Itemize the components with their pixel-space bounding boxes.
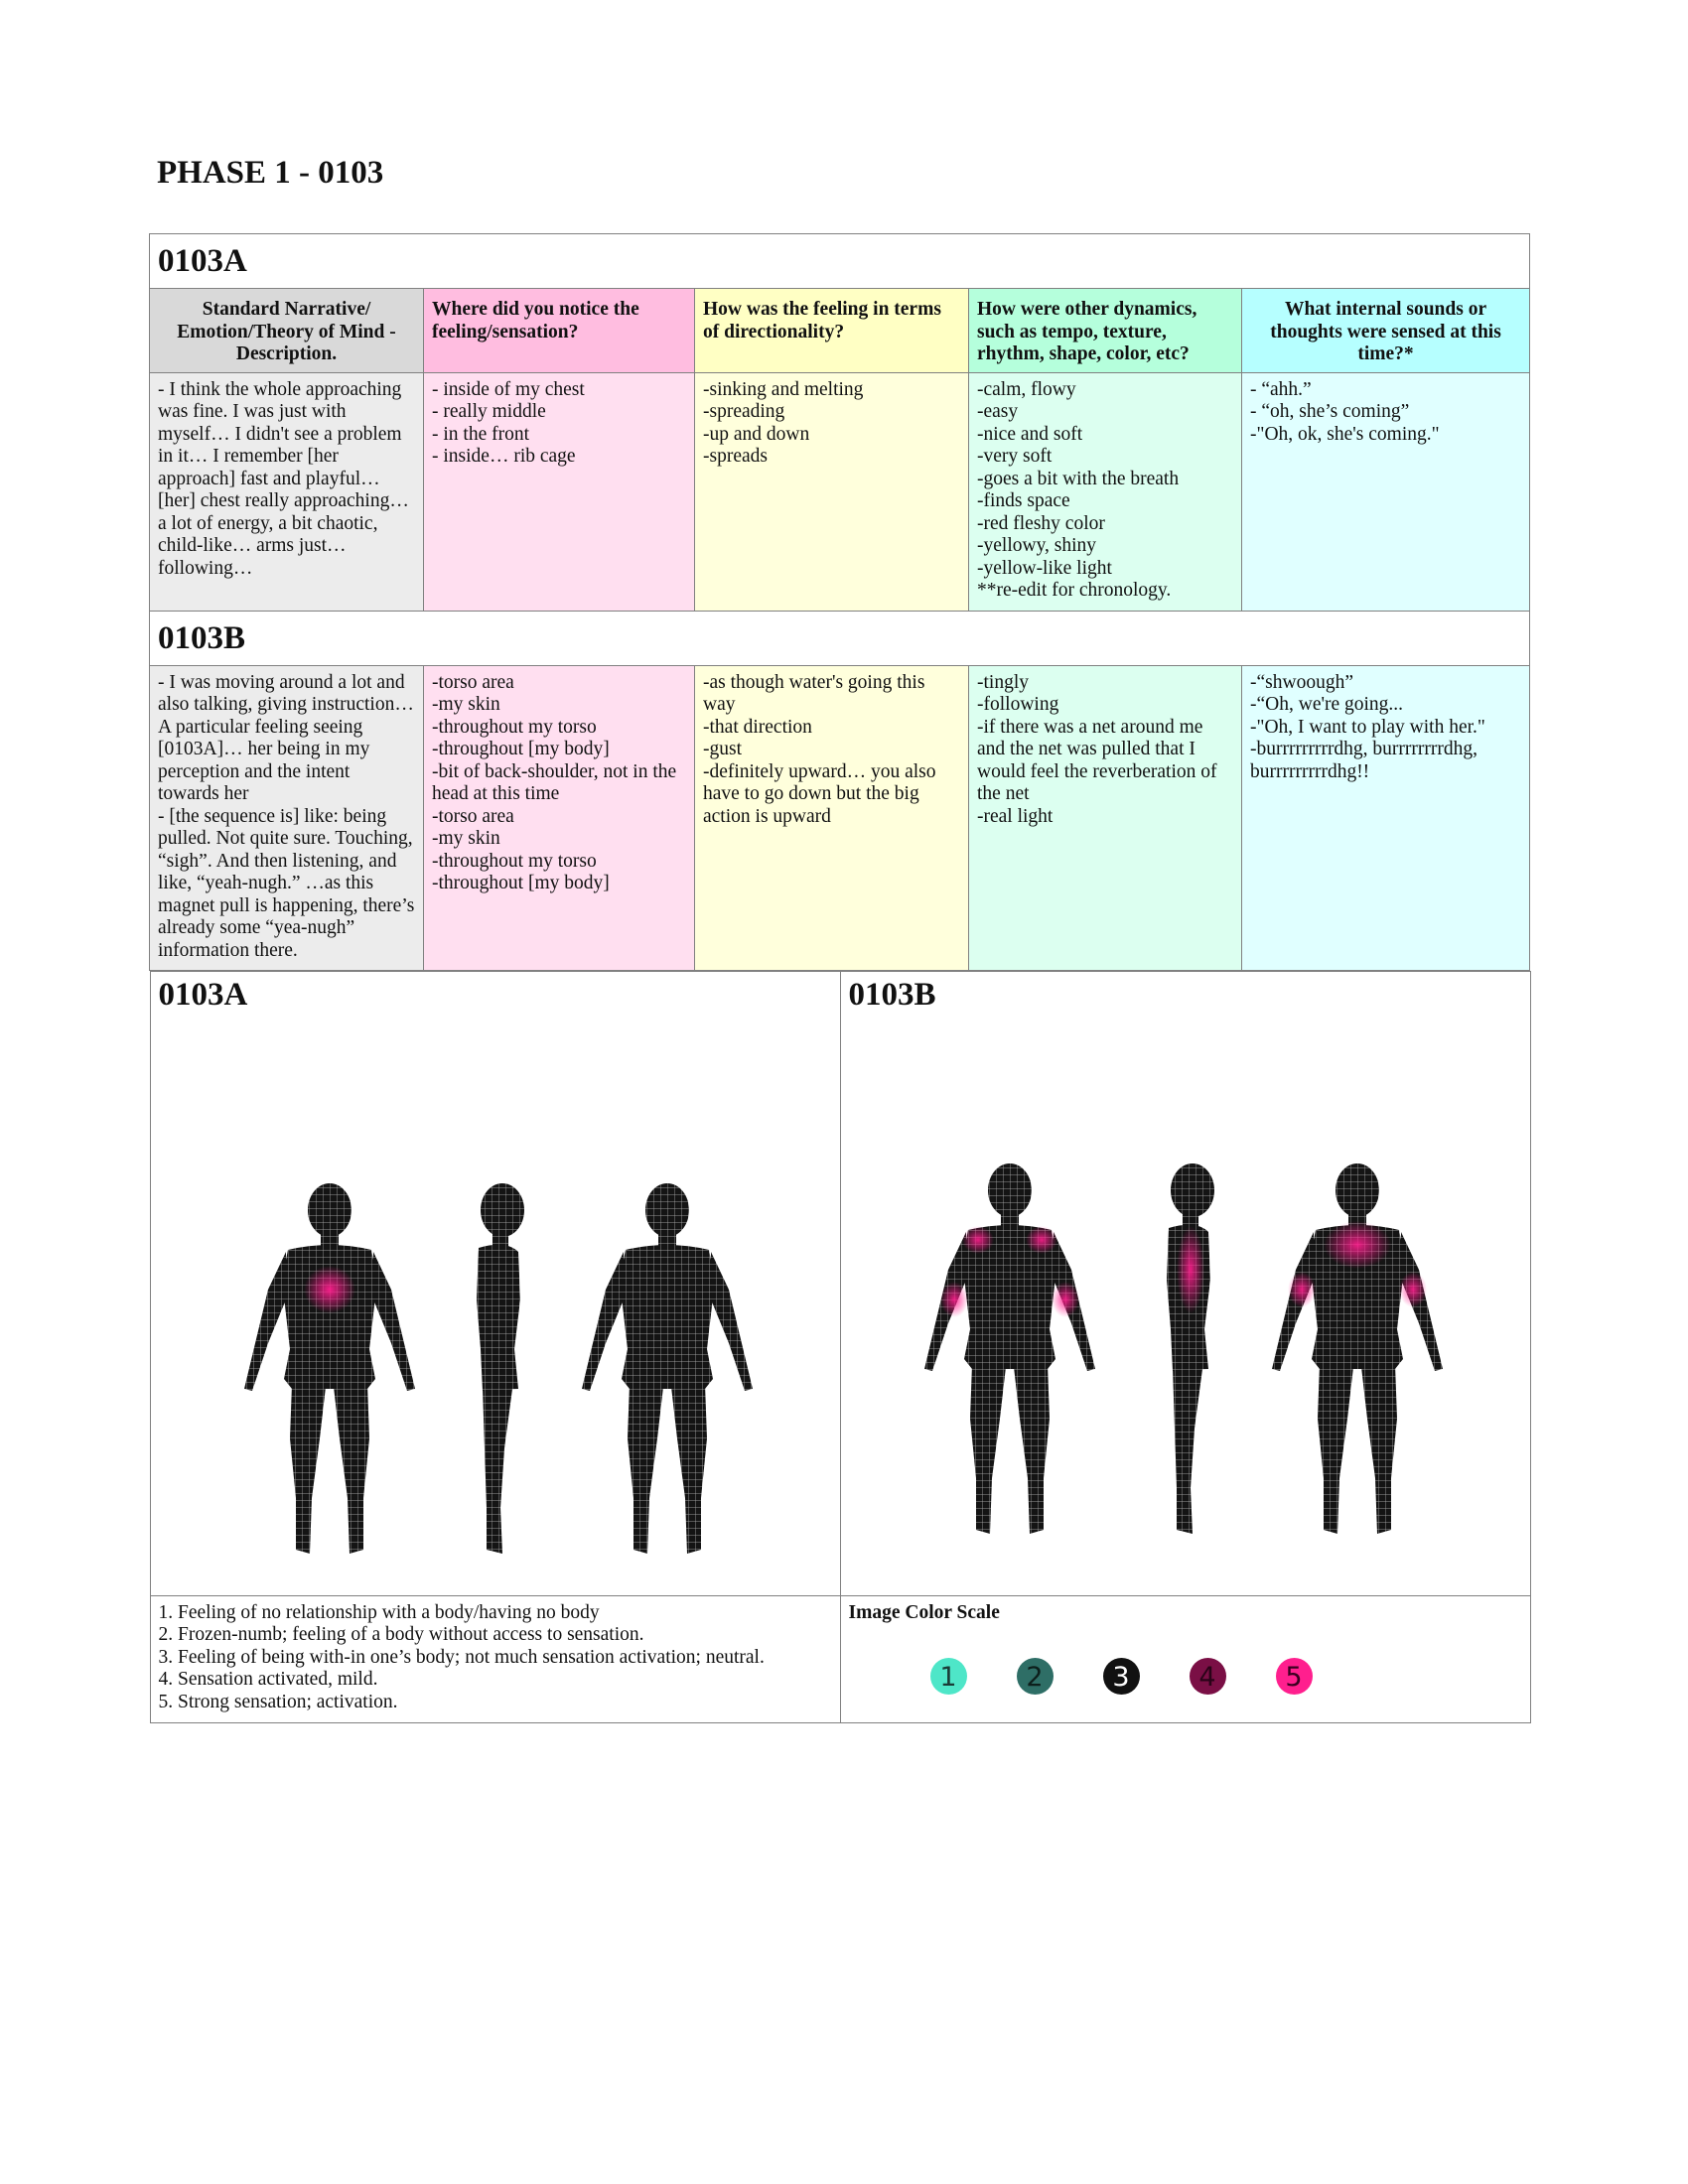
- text-line: - inside of my chest: [432, 378, 585, 400]
- text-line: - I was moving around a lot and also talking, giving instruction… A particular feeling seeing [0103A]… her being in my perception and the intent towards her: [158, 671, 414, 804]
- text-line: - I think the whole approaching was fine. I was just with myself… I didn't see a problem in it… I remember [her approach] fast and playful…[her] chest really approaching… a lot of energy, a bit chaotic, child-like… arms just… following…: [158, 378, 409, 579]
- header-dynamics: How were other dynamics, such as tempo, texture, rhythm, shape, color, etc?: [969, 289, 1242, 373]
- header-directionality: How was the feeling in terms of directionality?: [695, 289, 969, 373]
- figure-title-a: 0103A: [158, 976, 248, 1013]
- body-map-a: [201, 1170, 796, 1597]
- header-narrative: Standard Narrative/ Emotion/Theory of Mind - Description.: [150, 289, 424, 373]
- text-line: -that direction: [703, 716, 812, 738]
- row-b-dynamics: [969, 665, 1242, 970]
- text-line: -sinking and melting: [703, 378, 864, 400]
- page-title: PHASE 1 - 0103: [157, 155, 384, 191]
- text-line: 4. Sensation activated, mild.: [158, 1669, 378, 1690]
- row-a-directionality: [695, 372, 969, 611]
- text-line: -my skin: [432, 694, 500, 715]
- text-line: -gust: [703, 739, 742, 759]
- text-line: -very soft: [977, 446, 1053, 467]
- row-b-sounds: [1242, 665, 1530, 970]
- text-line: -yellowy, shiny: [977, 535, 1097, 556]
- header-location: Where did you notice the feeling/sensation?: [424, 289, 695, 373]
- section-title-a: 0103A: [150, 234, 1530, 289]
- figure-panel-a: [150, 971, 840, 1595]
- text-line: -nice and soft: [977, 423, 1083, 445]
- text-line: - “oh, she’s coming”: [1250, 401, 1410, 422]
- text-line: -torso area: [432, 671, 514, 693]
- row-a-location: [424, 372, 695, 611]
- color-scale-panel: [840, 1595, 1530, 1722]
- figure-title-b: 0103B: [848, 976, 936, 1013]
- text-line: -burrrrrrrrrdhg, burrrrrrrrdhg, burrrrrrrrrdhg!!: [1250, 739, 1478, 782]
- text-line: **re-edit for chronology.: [977, 580, 1172, 601]
- text-line: -real light: [977, 805, 1054, 827]
- text-line: -red fleshy color: [977, 512, 1105, 534]
- text-line: -"Oh, I want to play with her.": [1250, 716, 1485, 738]
- text-line: -following: [977, 694, 1059, 715]
- text-line: -definitely upward… you also have to go down but the big action is upward: [703, 760, 936, 827]
- text-line: -if there was a net around me and the net was pulled that I would feel the reverberation of the net: [977, 716, 1217, 804]
- text-line: -bit of back-shoulder, not in the head at this time: [432, 760, 677, 804]
- text-line: -calm, flowy: [977, 378, 1076, 400]
- text-line: -spreads: [703, 446, 768, 467]
- text-line: -“Oh, we're going...: [1250, 694, 1404, 715]
- scale-dot-3: 3: [1103, 1658, 1140, 1695]
- text-line: 3. Feeling of being with-in one’s body; not much sensation activation; neutral.: [158, 1646, 765, 1668]
- scale-dot-2: 2: [1017, 1658, 1054, 1695]
- text-line: - [the sequence is] like: being pulled. Not quite sure. Touching, “sigh”. And then listening, and like, “yeah-nugh.” …as this magnet pull is happening, there’s already some “yea-nugh” information there.: [158, 805, 415, 961]
- text-line: -as though water's going this way: [703, 671, 925, 715]
- row-b-directionality: [695, 665, 969, 970]
- figure-panel-b: [840, 971, 1530, 1595]
- text-line: 1. Feeling of no relationship with a body/having no body: [158, 1601, 600, 1623]
- text-line: -spreading: [703, 401, 785, 422]
- scale-dot-4: 4: [1190, 1658, 1226, 1695]
- row-a-narrative: [150, 372, 424, 611]
- text-line: -finds space: [977, 490, 1070, 511]
- text-line: -throughout [my body]: [432, 873, 610, 893]
- legend-descriptions: [150, 1595, 840, 1722]
- row-b-location: [424, 665, 695, 970]
- text-line: -easy: [977, 401, 1019, 422]
- text-line: - in the front: [432, 423, 530, 445]
- text-line: -my skin: [432, 828, 500, 849]
- section-title-b: 0103B: [150, 611, 1530, 665]
- text-line: -throughout my torso: [432, 850, 597, 872]
- heat-side-b: [1177, 1226, 1204, 1313]
- scale-dot-5: 5: [1276, 1658, 1313, 1695]
- heat-chest-a: [304, 1266, 355, 1313]
- scale-dot-1: 1: [930, 1658, 967, 1695]
- color-scale-title: Image Color Scale: [848, 1601, 1000, 1623]
- text-line: - really middle: [432, 401, 546, 422]
- text-line: -throughout [my body]: [432, 739, 610, 759]
- row-a-sounds: [1242, 372, 1530, 611]
- row-a-dynamics: [969, 372, 1242, 611]
- text-line: -up and down: [703, 423, 810, 445]
- text-line: -"Oh, ok, she's coming.": [1250, 423, 1440, 445]
- text-line: -goes a bit with the breath: [977, 468, 1180, 489]
- text-line: -“shwoough”: [1250, 671, 1353, 693]
- session-table: [149, 233, 1530, 1723]
- text-line: -torso area: [432, 805, 514, 827]
- text-line: -yellow-like light: [977, 557, 1112, 579]
- text-line: -throughout my torso: [432, 716, 597, 738]
- text-line: 2. Frozen-numb; feeling of a body without access to sensation.: [158, 1624, 644, 1645]
- text-line: - inside… rib cage: [432, 446, 576, 467]
- text-line: -tingly: [977, 671, 1029, 693]
- text-line: - “ahh.”: [1250, 378, 1312, 400]
- row-b-narrative: [150, 665, 424, 970]
- body-map-b: [891, 1151, 1486, 1577]
- header-sounds: What internal sounds or thoughts were sensed at this time?*: [1242, 289, 1530, 373]
- text-line: 5. Strong sensation; activation.: [158, 1691, 398, 1712]
